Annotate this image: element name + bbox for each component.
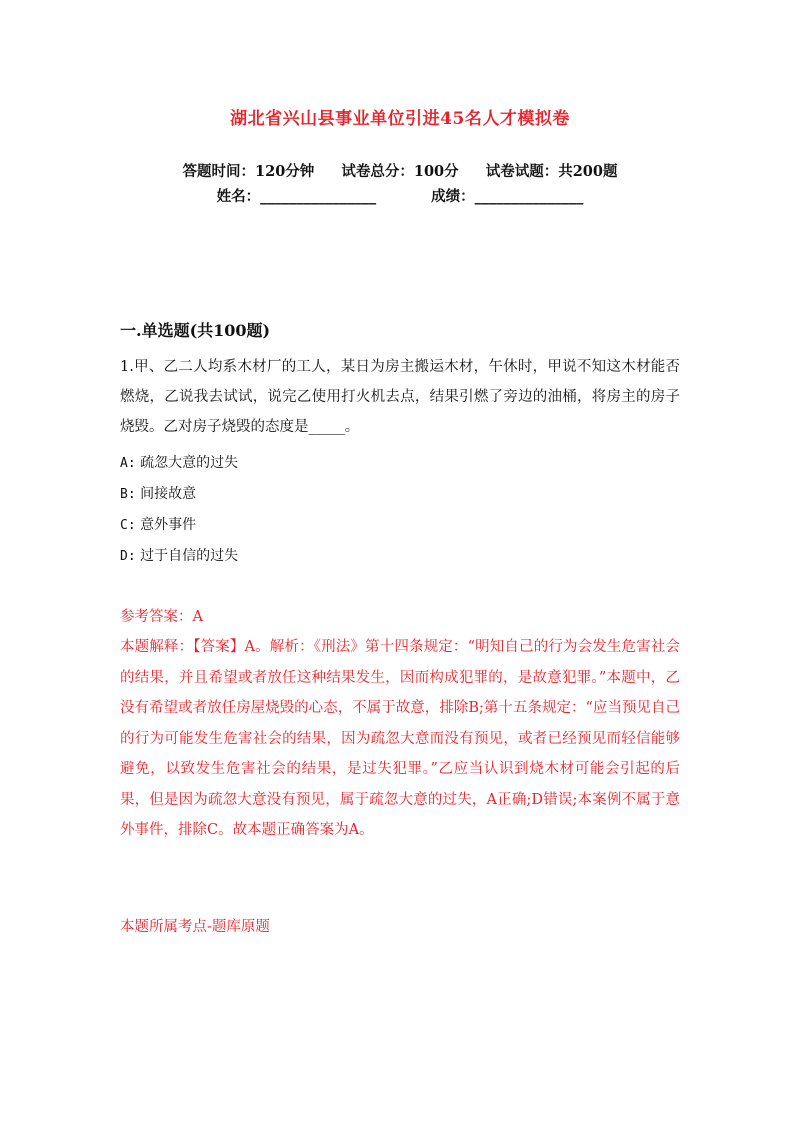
option-text: 过于自信的过失 [140,548,239,564]
duration-info: 答题时间：120分钟 [182,163,315,180]
option-key: D: [120,549,136,564]
total-questions-info: 试卷试题：共200题 [485,163,618,180]
candidate-info-line [0,185,800,206]
option-c [120,510,680,541]
option-b [120,479,680,510]
name-field: 姓名：________________ [216,188,377,205]
option-key: A: [120,456,136,471]
exam-meta-line [0,160,800,181]
reference-answer: 参考答案：A [120,609,203,625]
option-key: B: [120,487,136,502]
option-text: 疏忽大意的过失 [140,455,239,471]
answer-block [120,602,680,846]
option-text: 间接故意 [140,486,197,502]
score-field: 成绩：_______________ [431,188,584,205]
topic-note: 本题所属考点-题库原题 [120,919,270,935]
option-a [120,448,680,479]
question-text: 1.甲、乙二人均系木材厂的工人，某日为房主搬运木材，午休时，甲说不知这木材能否燃烧，乙说我去试试，说完乙使用打火机去点，结果引燃了旁边的油桶，将房主的房子烧毁。乙对房子烧毁的态度是_____。 [120,359,680,435]
section-title: 一.单选题(共100题) [120,321,271,340]
answer-explanation: 本题解释：【答案】A。解析：《刑法》第十四条规定：“明知自己的行为会发生危害社会的结果，并且希望或者放任这种结果发生，因而构成犯罪的，是故意犯罪。”本题中，乙没有希望或者放任房屋烧毁的心态，不属于故意，排除B;第十五条规定：“应当预见自己的行为可能发生危害社会的结果，因为疏忽大意而没有预见，或者已经预见而轻信能够避免，以致发生危害社会的结果，是过失犯罪。”乙应当认识到烧木材可能会引起的后果，但是因为疏忽大意没有预见，属于疏忽大意的过失，A正确;D错误;本案例不属于意外事件，排除C。故本题正确答案为A。 [120,639,680,838]
total-score-info: 试卷总分：100分 [341,163,459,180]
option-text: 意外事件 [140,517,197,533]
option-d [120,541,680,572]
option-key: C: [120,518,136,533]
exam-title: 湖北省兴山县事业单位引进45名人才模拟卷 [230,109,570,129]
options-list [120,448,680,572]
